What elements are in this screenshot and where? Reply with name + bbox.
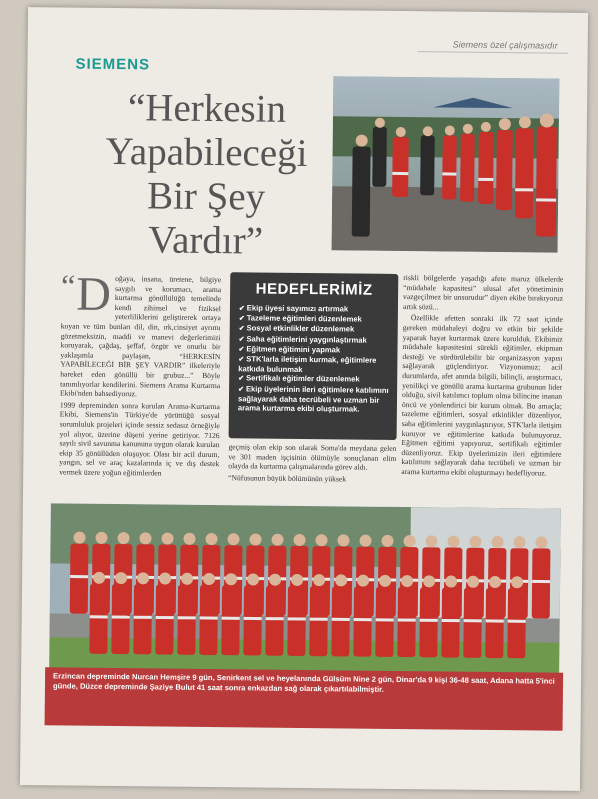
team-member-figure (485, 588, 504, 658)
goals-item-text: STK'larla iletişim kurmak, eğitimlere katkıda bulunmak (238, 354, 377, 375)
goals-box (229, 272, 399, 440)
team-member-figure (265, 586, 284, 656)
goals-item-text: Ekip üyesi sayımızı artırmak (246, 303, 349, 314)
team-member-figure (441, 587, 460, 657)
team-member-figure (375, 587, 394, 657)
top-photo-team-inspection (332, 76, 560, 252)
goals-list (229, 303, 398, 414)
check-icon: ✔ (238, 375, 245, 383)
goals-item-text: Ekip üyelerinin ileri eğitimlere katılımını sağlayarak daha tecrübeli ve uzman bir arama kurtarma ekibi oluşturmak. (237, 384, 389, 414)
opening-quote-mark: “ (60, 267, 76, 304)
drop-cap: D (76, 267, 112, 321)
team-member-figure (463, 588, 482, 658)
goals-item-text: Tazeleme eğitimleri düzenlemek (246, 313, 362, 324)
goals-title: HEDEFLERİMİZ (255, 280, 373, 299)
caption-bar (45, 667, 564, 730)
team-member-figure (353, 587, 372, 657)
team-member-figure (419, 587, 438, 657)
article-column-1 (59, 267, 222, 480)
body-paragraph: riskli bölgelerde yaşadığı afete maruz ülkelerde “müdahale kapasitesi” ulusal afet yönetiminin vazgeçilmez bir unsurudur” diyen ekibe bırakıyoruz artık sözü... (402, 273, 564, 312)
goals-item (238, 384, 391, 414)
siemens-logo: SIEMENS (75, 55, 151, 74)
check-icon: ✔ (238, 356, 245, 364)
bottom-photo-team-group (49, 503, 561, 692)
intro-paragraph (60, 267, 222, 399)
check-icon: ✔ (238, 346, 245, 354)
team-member-figure (309, 586, 328, 656)
goals-item-text: Sertifikalı eğitimler düzenlemek (246, 373, 360, 385)
check-icon: ✔ (238, 325, 245, 333)
goals-item (238, 354, 391, 375)
goals-item-text: Sosyal etkinlikler düzenlemek (246, 323, 355, 334)
header-divider (418, 51, 568, 54)
team-member-figure (111, 584, 130, 654)
team-member-figure (221, 585, 240, 655)
headline (85, 86, 327, 265)
intro-text: oğaya, insana, üretene, bilgiye saygılı ve korumacı, arama kurtarma gönüllülüğü temelinde kendi zihinsel ve fiziksel yeterliliklerini geliştirerek ortaya koyan ve tüm bunları dil, din, ırk,cinsiyet ayrımı gözetmeksizin, maddi ve manevi değerlerimizi koruyarak, çağdaş, şeffaf, özgür ve onurlu bir yaklaşımla paylaşan, “HERKESİN YAPABİLECEĞİ BİR ŞEY VARDIR” ilkeleriyle hareket eden gönüllü bir grubuz...” Böyle tanımlıyorlar kendilerini. Siemens Arama Kurtarma Ekibi'nden bahsediyoruz. (60, 274, 222, 399)
body-paragraph: “Nüfusunun büyük bölümünün yüksek (228, 472, 347, 484)
check-icon: ✔ (238, 305, 245, 313)
article-column-2 (228, 442, 396, 486)
check-icon: ✔ (238, 315, 245, 323)
team-member-figure (177, 585, 196, 655)
goals-item-text: Saha eğitimlerini yaygınlaştırmak (246, 334, 367, 345)
goals-item-text: Eğitmen eğitimini yapmak (246, 344, 341, 355)
magazine-page (20, 7, 588, 791)
team-member-figure (532, 548, 551, 618)
body-paragraph: geçmiş olan ekip son olarak Soma'da meydana gelen ve 301 maden işçisinin ölümüyle sonuçlanan elim olayda da kurtarma çalışmalarında görev aldı. (228, 442, 397, 472)
headline-line-4: Vardır” (148, 218, 264, 263)
body-paragraph: 1999 depreminden sonra kurulan Arama-Kurtarma Ekibi, Siemens'in Türkiye'de yürüttüğü sosyal sorumluluk projeleri içinde sessiz sedasız örneğiyle yol alıyor, üzerine düşeni yerine getiriyor. 7126 sayılı sivil savunma kanununa uygun olarak kurulan ekip 35 gönüllüden oluşuyor. Olası bir acil durum, yangın, sel ve araç kazalarında iç ve dış destek vermek üzere yoğun eğitimlerden (59, 400, 220, 478)
check-icon: ✔ (238, 335, 245, 343)
team-member-figure (155, 584, 174, 654)
team-member-figure (133, 584, 152, 654)
check-icon: ✔ (238, 385, 245, 393)
headline-line-3: Bir Şey (146, 174, 266, 219)
team-member-figure (287, 586, 306, 656)
team-member-figure (70, 544, 89, 614)
team-member-figure (331, 586, 350, 656)
caption-text: Erzincan depreminde Nurcan Hemşire 9 gün, Senirkent sel ve heyelanında Gülsüm Nine 2 gün, Dinar'da 9 kişi 36-48 saat, Adana hatta 5'inci günde, Düzce depreminde Şaziye Bulut 41 saat sonra enkazdan sağ olarak çıkartılabilmiştir. (52, 671, 555, 694)
body-paragraph: Özellikle afetten sonraki ilk 72 saat içinde gereken müdahaleyi doğru ve etkin bir şekilde yaparak hayat kurtarmak üzere kurulduk. Ekibimiz müdahale kapasitesini sürekli eğitimler, ekipman desteği ve sürdürülebilir bir organizasyon yapısı sağlayarak güçlendiriyor. Vizyonumuz; acil durumlarda, afet anında bilgili, bilinçli, araştırmacı, yenilikçi ve gönüllü arama kurtarma grubunun lider olduğu, sivil katılımcı toplum olma bilincine inanan öncü ve yönlendirici bir kurum olmak. Bu amaçla; tazeleme eğitimleri, sosyal etkinlikler düzenliyor, saha eğitimlerini yaygınlaştırıyor, STK'larla iletişim kuruyor ve eğitimlerine katkıda bulunuyoruz. Eğitmen eğitimi yapıyoruz, sertifikalı eğitimler düzenliyoruz. Ekip üyelerimizin ileri eğitimlere katılımını sağlayarak daha tecrübeli ve uzman bir arama kurtarma ekibi oluşturmayı hedefliyoruz. (401, 313, 563, 478)
headline-line-1: “Herkesin (127, 86, 287, 131)
article-column-3 (401, 273, 563, 480)
team-member-figure (507, 588, 526, 658)
team-member-figure (397, 587, 416, 657)
team-member-figure (89, 584, 108, 654)
team-member-figure (199, 585, 218, 655)
team-member-figure (243, 585, 262, 655)
header-note: Siemens özel çalışmasıdır (452, 39, 558, 51)
headline-line-2: Yapabileceği (105, 129, 308, 176)
